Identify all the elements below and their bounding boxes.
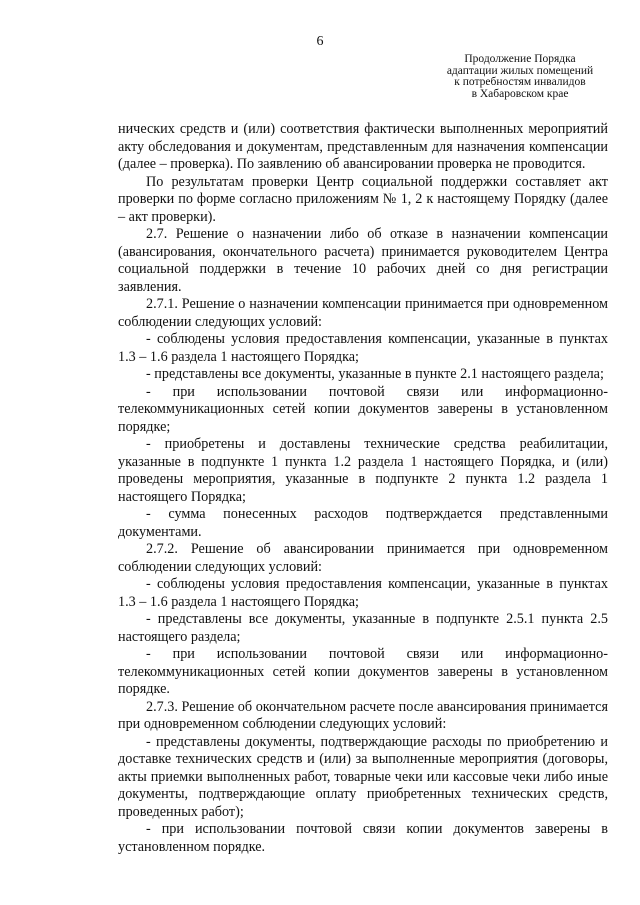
paragraph: нических средств и (или) соответствия фактически выполненных мероприятий акту обследования и документам, представленным для назначения компенсации (далее – проверка). По заявлению об авансировании проверка не проводится. — [118, 121, 608, 172]
document-header-note — [420, 54, 620, 100]
header-note-line: к потребностям инвалидов — [454, 76, 586, 88]
list-item: - сумма понесенных расходов подтверждается представленными документами. — [118, 506, 608, 540]
header-note-line: в Хабаровском крае — [471, 87, 569, 100]
list-item: - представлены все документы, указанные в пункте 2.1 настоящего раздела; — [146, 366, 604, 382]
paragraph: 2.7.1. Решение о назначении компенсации принимается при одновременном соблюдении следующих условий: — [118, 296, 608, 330]
list-item: - соблюдены условия предоставления компенсации, указанные в пунктах 1.3 – 1.6 раздела 1 настоящего Порядка; — [118, 576, 608, 610]
list-item: - представлены документы, подтверждающие расходы по приобретению и доставке технических средств и (или) за выполненные мероприятия (договоры, акты приемки выполненных работ, товарные чеки или кассовые чеки либо иные документы, подтверждающие оплату приобретенных технических средств, проведенных работ); — [118, 733, 608, 820]
list-item: - при использовании почтовой связи или информационно-телекоммуникационных сетей копии документов заверены в установленном порядке. — [118, 646, 608, 697]
header-note-line: Продолжение Порядка — [464, 53, 576, 65]
list-item: - приобретены и доставлены технические средства реабилитации, указанные в подпункте 1 пункта 1.2 раздела 1 настоящего Порядка, и (или) проведены мероприятия, указанные в подпункте 2 пункта 1.2 раздела 1 настоящего Порядка; — [118, 436, 608, 505]
document-body — [118, 121, 608, 856]
list-item: - соблюдены условия предоставления компенсации, указанные в пунктах 1.3 – 1.6 раздела 1 настоящего Порядка; — [118, 331, 608, 365]
page-number: 6 — [316, 34, 324, 49]
paragraph: 2.7.3. Решение об окончательном расчете после авансирования принимается при одновременном соблюдении следующих условий: — [118, 698, 608, 732]
list-item: - при использовании почтовой связи копии документов заверены в установленном порядке. — [118, 821, 608, 855]
paragraph: 2.7.2. Решение об авансировании принимается при одновременном соблюдении следующих условий: — [118, 541, 608, 575]
header-note-line: адаптации жилых помещений — [446, 64, 594, 77]
paragraph: 2.7. Решение о назначении либо об отказе в назначении компенсации (авансирования, окончательного расчета) принимается руководителем Центра социальной поддержки в течение 10 рабочих дней со дня регистрации заявления. — [118, 226, 608, 295]
list-item: - представлены все документы, указанные в подпункте 2.5.1 пункта 2.5 настоящего раздела; — [118, 611, 608, 645]
list-item: - при использовании почтовой связи или информационно-телекоммуникационных сетей копии документов заверены в установленном порядке; — [118, 383, 608, 435]
paragraph: По результатам проверки Центр социальной поддержки составляет акт проверки по форме согласно приложениям № 1, 2 к настоящему Порядку (далее – акт проверки). — [118, 173, 608, 225]
